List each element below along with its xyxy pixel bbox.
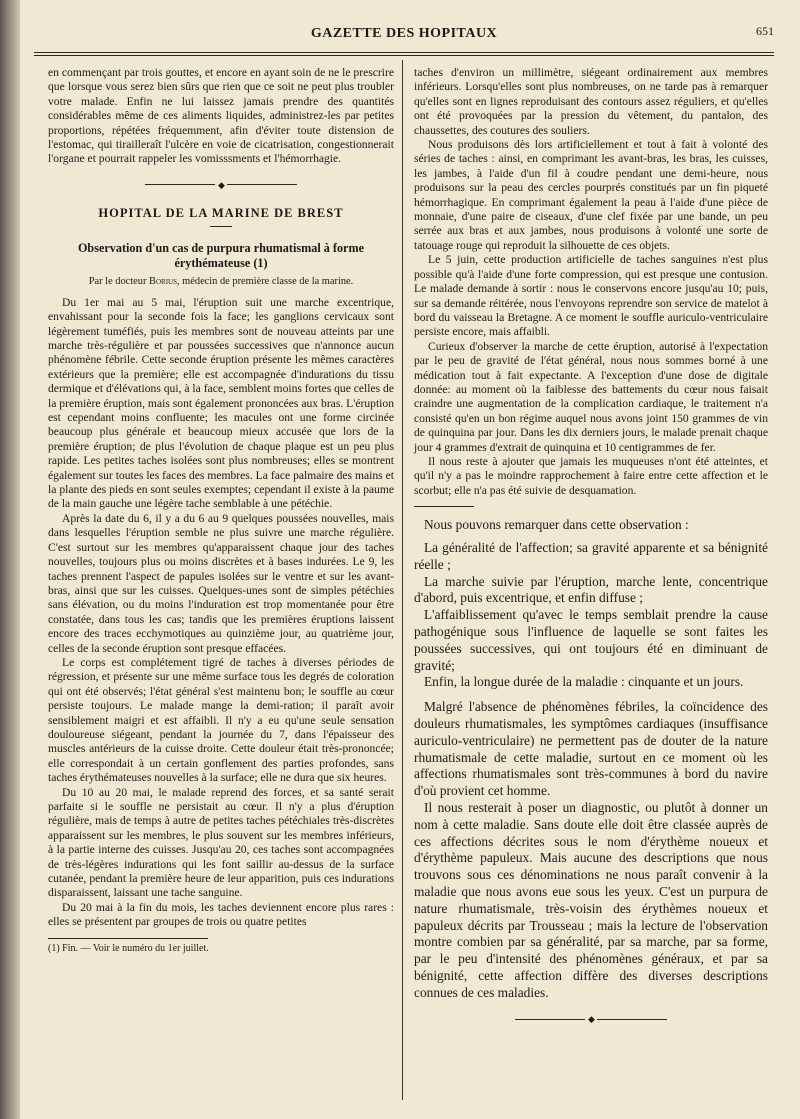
article-title-text: Observation d'un cas de purpura rhumatismal à forme érythémateuse bbox=[77, 241, 365, 271]
body-paragraph: Le 5 juin, cette production artificielle de taches sanguines n'est plus possible qu'à l'aide d'une forte compression, qui est presque une contusion. Le malade demande à sortir : nous le conservons encore jusqu'au 10; puis, sur sa demande réitérée, nous l'envoyons reprendre son service de matelot à bord du vaisseau la Bretagne. A ce moment le souffle auriculo-ventriculaire persiste encore, mais affaibli. bbox=[414, 253, 768, 339]
observation-item: Enfin, la longue durée de la maladie : cinquante et un jours. bbox=[424, 674, 744, 690]
body-paragraph: Le corps est complétement tigré de taches à diverses périodes de régression, et présente sur une même surface tous les degrés de coloration qui ont été observés; l'état général s'est maintenu bon; le souffle au cœur persiste toujours. Le malade mange la demi-ration; il paraît avoir sensiblement maigri et est affaibli. Il n'y a eu qu'une seule sensation douloureuse siégeant, pendant la journée du 7, dans l'épaisseur des muscles antérieurs de la cuisse droite. Cette douleur était très-prononcée; elle correspondait à un certain gonflement des parties profondes, sans taches érythémateuses nouvelles à la surface; elle ne dura que six heures. bbox=[48, 655, 394, 785]
separator-rule bbox=[414, 506, 474, 507]
byline-suffix: , médecin de première classe de la marine. bbox=[176, 276, 354, 288]
column-divider bbox=[402, 60, 403, 1100]
right-column bbox=[414, 66, 768, 1039]
footnote-ref: (1) bbox=[253, 256, 268, 271]
conclusion-paragraph: Il nous resterait à poser un diagnostic, ou plutôt à donner un nom à cette maladie. Sans doute elle doit être classée auprès de ces affections décrites sous le nom d'érythème noueux et d'érythème papuleux. Mais aucune des descriptions que nous trouvons sous ces dénominations ne nous paraît convenir à la maladie que nous avons eue sous les yeux. C'est un purpura de nature rhumatismale, très-voisin des érythèmes noueux et papuleux décrits par Trousseau ; mais la lecture de l'observation montre combien par sa généralité, par sa marche, par sa forme, par le peu d'intensité des phénomènes généraux, et par sa bénignité, cette affection diffère des diverses descriptions connues de ces maladies. bbox=[414, 799, 768, 1000]
observation-summary bbox=[414, 517, 768, 1001]
conclusion-paragraph: Malgré l'absence de phénomènes fébriles, la coïncidence des douleurs rhumatismales, les symptômes cardiaques (insuffisance auriculo-ventriculaire) ne permettent pas de douter de la nature rhumatismale de cette maladie, surtout en ce moment où les affections rhumatismales sont très-communes à bord du navire d'où provient cet homme. bbox=[414, 699, 768, 799]
body-paragraph: Du 1er mai au 5 mai, l'éruption suit une marche excentrique, envahissant pour la seconde fois la face; les ganglions cervicaux sont légèrement tuméfiés, puis les membres sont de nouveau atteints par une marche très-régulière et par poussées successives que n'annonce aucun phénomène fébrile. Cette seconde éruption présente les mêmes caractères extérieurs que la première; elle est accompagnée d'indurations du tissu dermique et d'élévations qui, à la face, semblent moins fortes que celles de la première éruption, mais sont également prononcées aux bras. L'éruption est cependant moins confluente; les macules ont une forme circinée beaucoup plus générale et beaucoup mieux accusée que lors de la première éruption; de plus l'évolution de chaque plaque est un peu plus rapide. Les petites taches isolées sont plus nombreuses; elles se montrent également sur toutes les faces des membres. La face palmaire des mains et la plante des pieds en sont seules exemptes; cependant il existe à la paume de la main gauche une légère tache semblable à une pétéchie. bbox=[48, 295, 394, 511]
ornament-divider bbox=[414, 1012, 768, 1027]
page-number: 651 bbox=[756, 24, 774, 38]
intro-paragraph: en commençant par trois gouttes, et encore en ayant soin de ne le prescrire que lorsque vous serez bien sûrs que rien que ce soit ne peut plus troubler votre malade. Enfin ne lui laissez jamais prendre des quantités considérables même de ces aliments liquides, administrez-les par petites proportions, répétées fréquemment, afin d'éviter toute distension de l'estomac, qui tirailleraît l'ulcère en voie de cicatrisation, congestionnerait l'organe et pourrait rappeler les vomisssments et l'hémorrhagie. bbox=[48, 66, 394, 166]
body-paragraph: Nous produisons dès lors artificiellement et tout à fait à volonté des séries de taches : ainsi, en comprimant les avant-bras, les bras, les cuisses, les jambes, à l'aide d'un fil à coudre pendant une demi-heure, nous produisons sur la peau des cercles pourprés constitués par un fin piqueté hémorrhagique. En comprimant également la peau à l'aide d'une pièce de monnaie, d'une paire de ciseaux, d'une clef fixée par une bande, un peu serrée aux bras et aux jambes, nous produisons à volonté une sorte de tatouage rouge qui reproduit la silhouette de ces objets. bbox=[414, 138, 768, 252]
header-rule bbox=[34, 52, 774, 53]
footnote: (1) Fin. — Voir le numéro du 1er juillet. bbox=[48, 942, 209, 954]
byline-prefix: Par le docteur bbox=[88, 276, 150, 288]
page-header bbox=[34, 24, 774, 46]
running-title: GAZETTE DES HOPITAUX bbox=[310, 26, 498, 41]
book-binding-edge bbox=[0, 0, 20, 1119]
diamond-ornament-icon: ◆ bbox=[588, 1014, 594, 1025]
short-rule bbox=[210, 226, 232, 227]
author-name: Borius bbox=[149, 276, 177, 288]
body-paragraph: Du 20 mai à la fin du mois, les taches deviennent encore plus rares : elles se présentent par groupes de trois ou quatre petites bbox=[48, 900, 394, 929]
observation-intro: Nous pouvons remarquer dans cette observation : bbox=[424, 517, 689, 533]
left-column bbox=[48, 66, 394, 955]
ornament-divider bbox=[48, 177, 394, 192]
footnote-rule bbox=[48, 938, 208, 939]
byline bbox=[48, 275, 394, 289]
observation-item: La généralité de l'affection; sa gravité apparente et sa bénignité réelle ; bbox=[414, 539, 768, 572]
section-heading: HOPITAL DE LA MARINE DE BREST bbox=[98, 205, 344, 220]
diamond-ornament-icon: ◆ bbox=[218, 179, 224, 190]
body-paragraph: Après la date du 6, il y a du 6 au 9 quelques poussées nouvelles, mais dans lesquelles l'éruption semble ne plus suivre une marche régulière. C'est surtout sur les membres qu'apparaissent chaque jour des taches nouvelles, toujours plus ou moins discrètes et à bases indurées. Le 9, les taches prennent l'aspect de papules isolées sur le ventre et sur les avant-bras, ainsi que sur les cuisses. Quelques-unes sont de simples pétéchies sans élévation, ou du moins l'induration est trop momentanée pour être constatée, dans tous les cas; tandis que les premières éruptions laissent encore des traces ecchymotiques au quinzième jour, au quatrième jour, celles de la seconde éruption sont presque effacées. bbox=[48, 511, 394, 655]
observation-item: L'affaiblissement qu'avec le temps semblait prendre la cause pathogénique sous l'influence de laquelle se sont faites les poussées successives, qui ont toujours été en diminuant de gravité; bbox=[414, 607, 768, 673]
body-paragraph: Curieux d'observer la marche de cette éruption, autorisé à l'expectation par le peu de gravité de l'état général, nous nous sommes borné à une médication tout à fait expectante. A l'exception d'une dose de digitale donnée: au moment où la faiblesse des battements du cœur nous faisait craindre une augmentation de la complication cardiaque, le traitement n'a consisté qu'en un bon régime auquel nous avons joint 150 grammes de vin de quinquina par jour. Dans les dix derniers jours, le malade prenait chaque jour 4 grammes d'extrait de quinquina et 10 centigrammes de fer. bbox=[414, 339, 768, 454]
body-paragraph: taches d'environ un millimètre, siégeant ordinairement aux membres inférieurs. Lorsqu'elles sont plus nombreuses, on ne tarde pas à remarquer qu'elles sont en lignes reproduisant des contours assez réguliers, et qu'elles ont été provoquées par la pression du vêtement, du pantalon, des chaussettes, des coutures des souliers. bbox=[414, 66, 768, 137]
header-rule-thin bbox=[34, 55, 774, 56]
observation-item: La marche suivie par l'éruption, marche lente, concentrique d'abord, puis excentrique, et enfin diffuse ; bbox=[414, 573, 768, 606]
body-paragraph: Il nous reste à ajouter que jamais les muqueuses n'ont été atteintes, et qu'il n'y a pas le moindre rapprochement à faire entre cette affection et le scorbut; elle n'a pas été suivie de desquamation. bbox=[414, 454, 768, 497]
body-paragraph: Du 10 au 20 mai, le malade reprend des forces, et sa santé serait parfaite si le souffle ne persistait au cœur. Il n'y a plus d'éruption régulière, mais de temps à autre de petites taches pétéchiales très-discrètes apparaissent sur les membres, le plus souvent sur les membres inférieurs, à la partie interne des cuisses. Jusqu'au 20, ces taches sont accompagnées de très-légères indurations qui les font saillir au-dessus de la surface cutanée, pendant la première heure de leur apparition, puis ces indurations disparaissent, laissant une tache sanguine. bbox=[48, 785, 394, 900]
article-title bbox=[48, 241, 394, 271]
